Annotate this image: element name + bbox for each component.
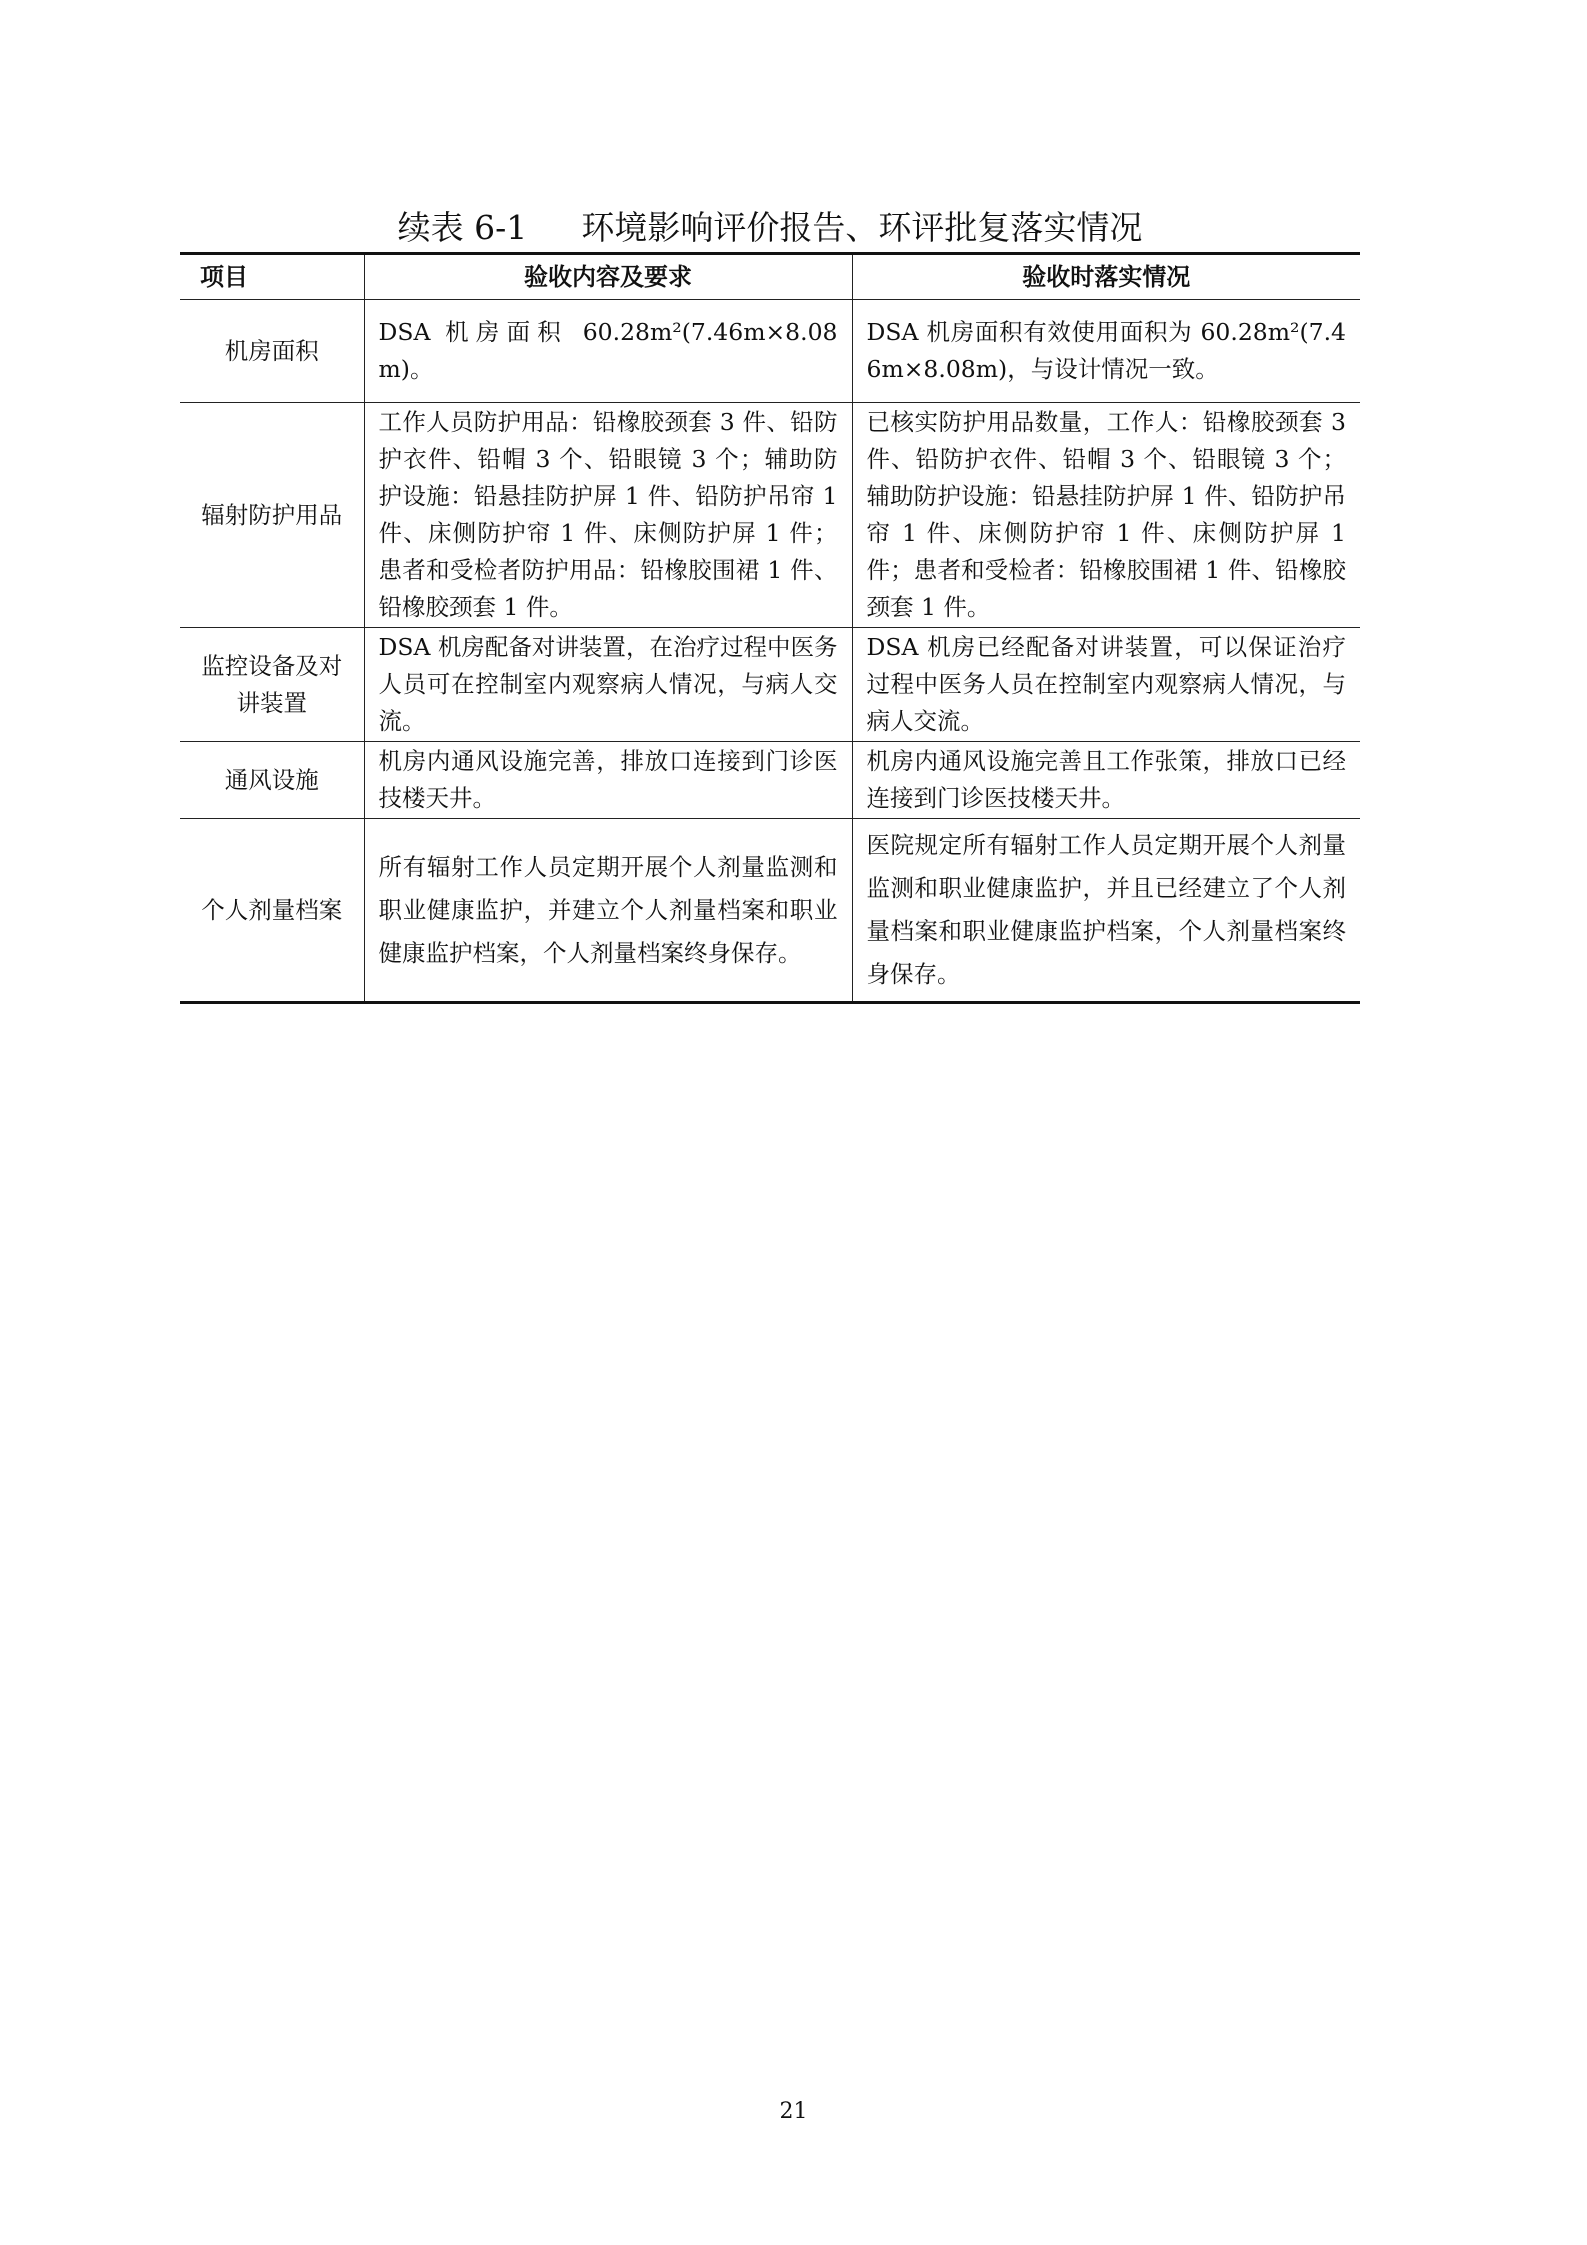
table-row: [180, 819, 1360, 1003]
page-number: 21: [779, 2099, 808, 2124]
header-item: 项目: [180, 254, 364, 300]
row-requirement-cell: DSA 机房配备对讲装置，在治疗过程中医务人员可在控制室内观察病人情况，与病人交流。: [364, 628, 852, 742]
row-implementation-cell: 医院规定所有辐射工作人员定期开展个人剂量监测和职业健康监护，并且已经建立了个人剂量档案和职业健康监护档案，个人剂量档案终身保存。: [852, 819, 1360, 1003]
table-caption-title: 环境影响评价报告、环评批复落实情况: [581, 208, 1143, 247]
row-implementation-cell: DSA 机房面积有效使用面积为 60.28m²(7.46m×8.08m)，与设计情况一致。: [852, 300, 1360, 403]
row-requirement-cell: 所有辐射工作人员定期开展个人剂量监测和职业健康监护，并建立个人剂量档案和职业健康监护档案，个人剂量档案终身保存。: [364, 819, 852, 1003]
table-row: [180, 628, 1360, 742]
row-implementation-cell: 已核实防护用品数量，工作人：铅橡胶颈套 3 件、铅防护衣件、铅帽 3 个、铅眼镜 3 个；辅助防护设施：铅悬挂防护屏 1 件、铅防护吊帘 1 件、床侧防护帘 1 件、床侧防护屏 1 件；患者和受检者：铅橡胶围裙 1 件、铅橡胶颈套 1 件。: [852, 403, 1360, 628]
row-item-cell: 监控设备及对讲装置: [180, 628, 364, 742]
table-row: [180, 742, 1360, 819]
row-item-cell: 机房面积: [180, 300, 364, 403]
table-row: [180, 300, 1360, 403]
row-requirement-cell: 工作人员防护用品：铅橡胶颈套 3 件、铅防护衣件、铅帽 3 个、铅眼镜 3 个；辅助防护设施：铅悬挂防护屏 1 件、铅防护吊帘 1 件、床侧防护帘 1 件、床侧防护屏 1 件；患者和受检者防护用品：铅橡胶围裙 1 件、铅橡胶颈套 1 件。: [364, 403, 852, 628]
row-item-cell: 通风设施: [180, 742, 364, 819]
table-row: [180, 403, 1360, 628]
header-implementation: 验收时落实情况: [852, 254, 1360, 300]
row-requirement-cell: DSA 机房面积 60.28m²(7.46m×8.08m)。: [364, 300, 852, 403]
acceptance-table: [180, 252, 1360, 1004]
row-requirement-cell: 机房内通风设施完善，排放口连接到门诊医技楼天井。: [364, 742, 852, 819]
table-header-row: [180, 254, 1360, 300]
table-caption: [180, 206, 1360, 250]
header-requirement: 验收内容及要求: [364, 254, 852, 300]
table-caption-number: 续表 6-1: [397, 208, 528, 247]
row-implementation-cell: 机房内通风设施完善且工作张策，排放口已经连接到门诊医技楼天井。: [852, 742, 1360, 819]
row-implementation-cell: DSA 机房已经配备对讲装置，可以保证治疗过程中医务人员在控制室内观察病人情况，与病人交流。: [852, 628, 1360, 742]
row-item-cell: 辐射防护用品: [180, 403, 364, 628]
row-item-cell: 个人剂量档案: [180, 819, 364, 1003]
